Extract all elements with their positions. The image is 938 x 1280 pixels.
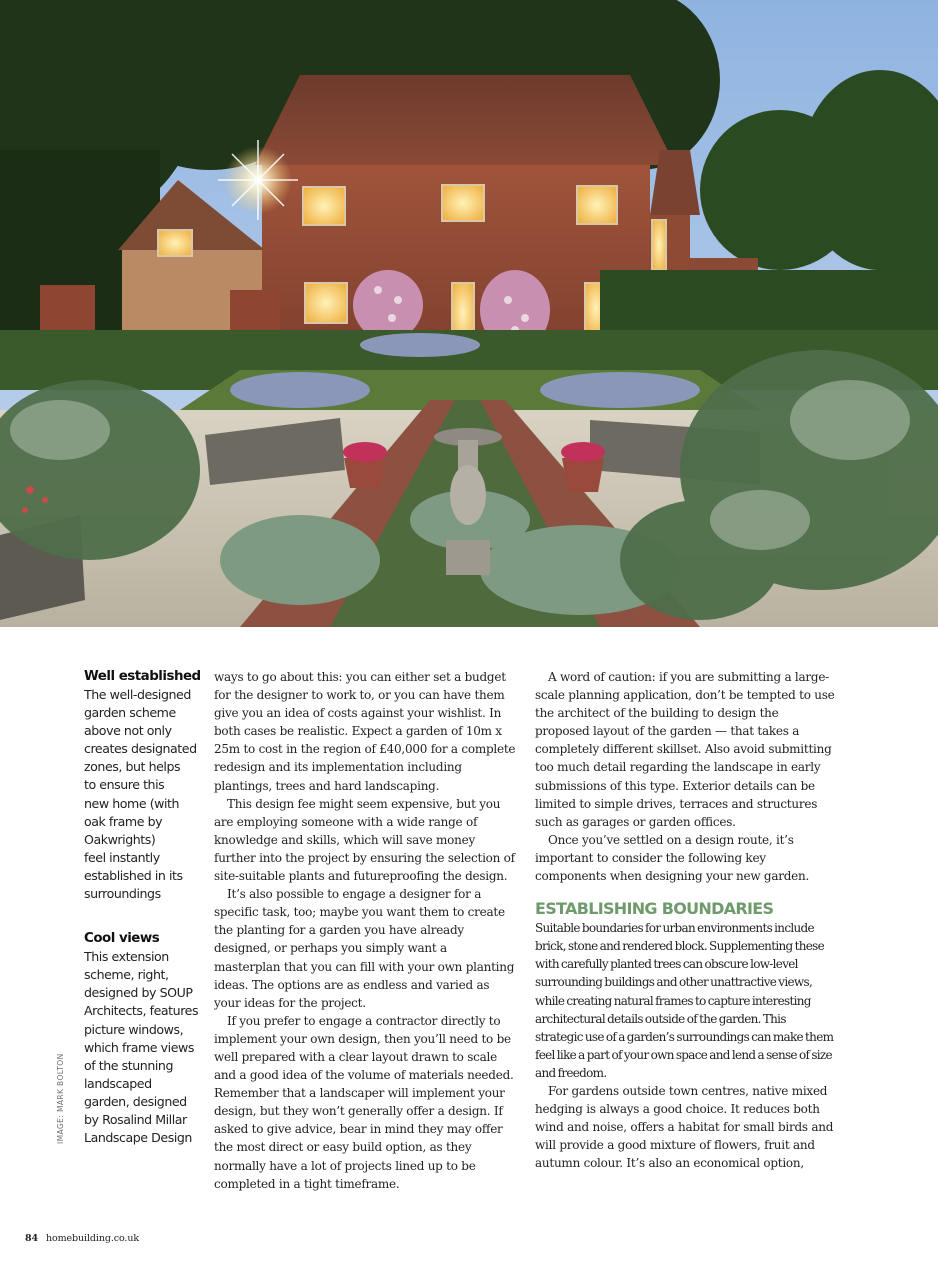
site-url: homebuilding.co.uk <box>45 1233 140 1244</box>
caption-line: Oakwrights) <box>84 831 156 847</box>
caption-line: Landscape Design <box>84 1130 192 1146</box>
body-column-1 <box>214 668 516 1193</box>
caption-title: Well established <box>84 669 201 684</box>
caption-line: to ensure this <box>84 777 165 793</box>
caption-line: scheme, right, <box>84 967 169 983</box>
caption-body <box>84 686 204 903</box>
caption-line: garden, designed <box>84 1093 187 1109</box>
caption-line: garden scheme <box>84 705 176 721</box>
paragraph: Suitable boundaries for urban environments include brick, stone and rendered block. Supplementing these with carefully planted trees can obscure low-level surrounding buildings and other unattractive views, while creating natural frames to capture interesting architectural details outside of the garden. This strategic use of a garden’s surroundings can make them feel like a part of your own space and lend a sense of size and freedom. <box>535 921 834 1080</box>
caption-line: The well-designed <box>84 687 191 702</box>
paragraph: ways to go about this: you can either set a budget for the designer to work to, or you can have them give you an idea of costs against your wishlist. In both cases be realistic. Expect a garden of 10m x 25m to cost in the region of £40,000 for a complete redesign and its implementation including plantings, trees and hard landscaping. <box>214 670 516 793</box>
photo-credit: IMAGE: MARK BOLTON <box>56 1053 65 1144</box>
caption-line: of the stunning <box>84 1057 173 1073</box>
body-column-2 <box>535 668 835 1172</box>
caption-line: This extension <box>84 949 169 965</box>
page-footer <box>25 1233 139 1244</box>
caption-well-established <box>84 668 204 903</box>
caption-line: feel instantly <box>84 849 160 865</box>
paragraph: Once you’ve settled on a design route, it’s important to consider the following key components when designing your new garden. <box>535 832 810 884</box>
caption-line: established in its <box>84 867 183 883</box>
caption-cool-views <box>84 930 204 1147</box>
caption-line: above not only <box>84 723 172 739</box>
caption-line: landscaped <box>84 1075 152 1091</box>
caption-line: zones, but helps <box>84 759 181 775</box>
caption-line: oak frame by <box>84 813 163 829</box>
caption-line: surroundings <box>84 886 161 902</box>
garden-house-illustration <box>0 0 938 627</box>
caption-line: by Rosalind Millar <box>84 1111 187 1127</box>
caption-body <box>84 948 204 1147</box>
caption-title: Cool views <box>84 931 160 947</box>
paragraph: It’s also possible to engage a designer for a specific task, too; maybe you want them to create the planting for a garden you have already designed, or perhaps you simply want a masterplan that you can fill with your own planting ideas. The options are as endless and varied as your ideas for the project. <box>214 887 515 1010</box>
paragraph: If you prefer to engage a contractor directly to implement your own design, then you’ll need to be well prepared with a clear layout drawn to scale and a good idea of the volume of materials needed. Remember that a landscaper will implement your design, but they won’t generally offer a design. If asked to give advice, bear in mind they may offer the most direct or easy build option, as they normally have a lot of projects lined up to be completed in a tight timeframe. <box>214 1013 514 1191</box>
caption-line: new home (with <box>84 795 180 811</box>
paragraph: For gardens outside town centres, native mixed hedging is always a good choice. It reduces both wind and noise, offers a habitat for small birds and will provide a good mixture of flowers, fruit and autumn colour. It’s also an economical option, <box>535 1083 834 1171</box>
hero-photo <box>0 0 938 627</box>
caption-line: Architects, features <box>84 1003 199 1019</box>
captions <box>84 668 204 1147</box>
caption-line: picture windows, <box>84 1021 184 1037</box>
section-heading: ESTABLISHING BOUNDARIES <box>535 899 774 919</box>
paragraph: This design fee might seem expensive, but you are employing someone with a wide range of knowledge and skills, which will save money further into the project by ensuring the selection of site-suitable plants and futureproofing the design. <box>214 796 515 884</box>
caption-line: which frame views <box>84 1039 194 1055</box>
page-number: 84 <box>25 1233 39 1244</box>
caption-line: creates designated <box>84 741 197 757</box>
caption-line: designed by SOUP <box>84 985 193 1001</box>
paragraph: A word of caution: if you are submitting a large-scale planning application, don’t be tempted to use the architect of the building to design the proposed layout of the garden — that takes a completely different skillset. Also avoid submitting too much detail regarding the landscape in early submissions of this type. Exterior details can be limited to simple drives, terraces and structures such as garages or garden offices. <box>535 670 835 829</box>
